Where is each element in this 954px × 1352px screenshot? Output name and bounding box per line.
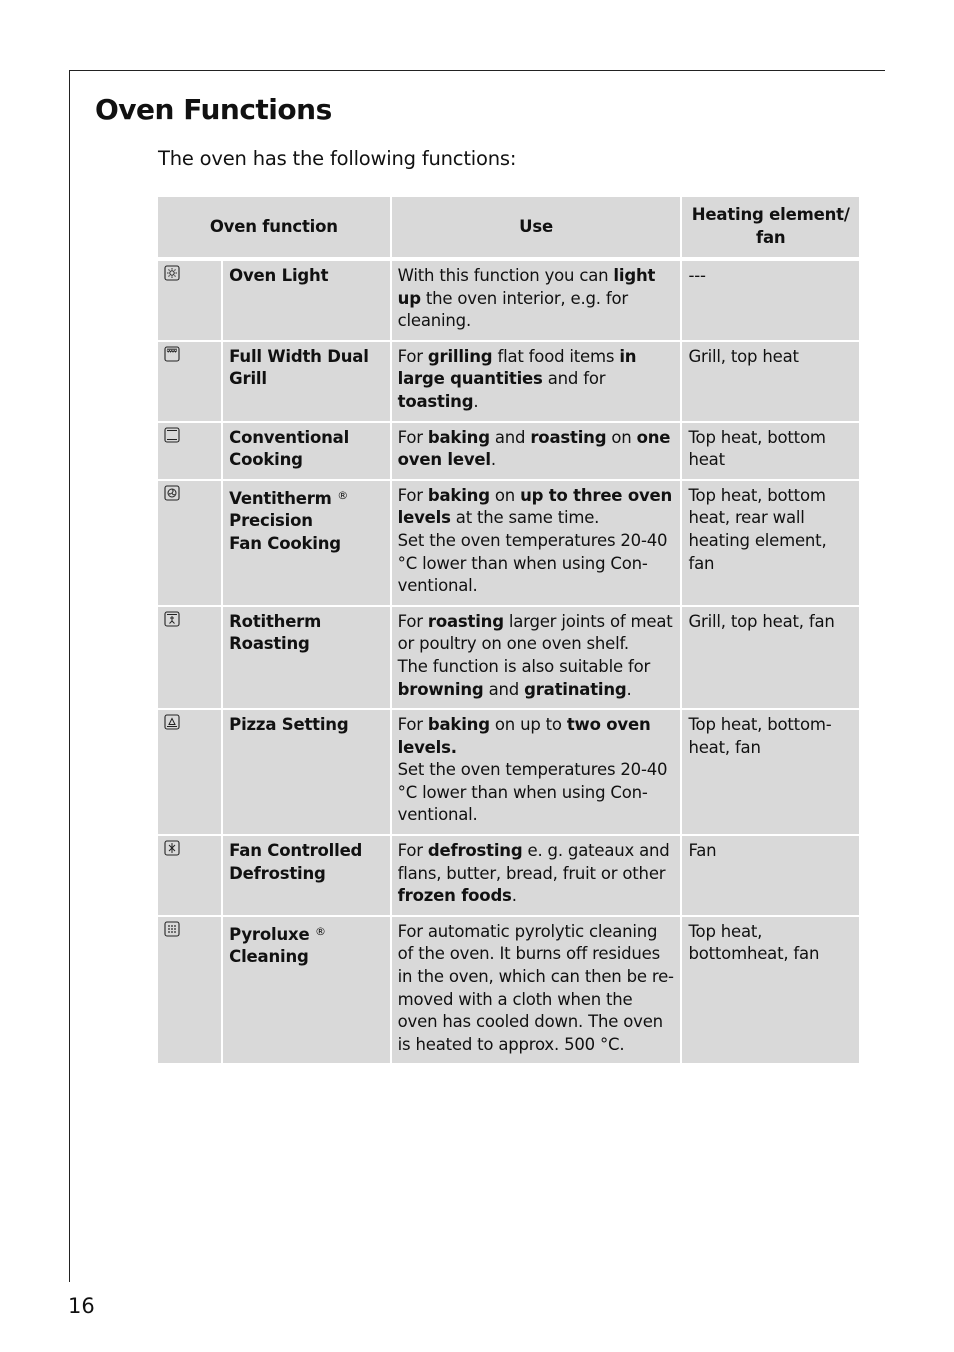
header-heating-element: Heating element/ fan bbox=[682, 197, 859, 257]
function-name-line: Oven Light bbox=[229, 266, 329, 285]
use-emphasis: one oven level bbox=[397, 427, 671, 470]
table-row bbox=[158, 917, 859, 1064]
function-name bbox=[223, 917, 389, 1064]
function-use bbox=[392, 481, 681, 605]
use-text: and for bbox=[542, 369, 606, 389]
header-oven-function: Oven function bbox=[158, 197, 390, 257]
use-text: Set the oven temperatures 20-40 °C lower than when using Con-ventional. bbox=[397, 530, 668, 596]
function-use bbox=[392, 261, 681, 340]
use-text: Set the oven temperatures 20-40 °C lower than when using Con-ventional. bbox=[397, 760, 668, 825]
use-text: e. g. gateaux and flans, butter, bread, fruit or other bbox=[397, 841, 670, 883]
use-text: For automatic pyrolytic cleaning of the oven. It burns off residues in the oven, which can then be re-moved with a cloth when the oven has cooled down. The oven is heated to approx. 500 °C. bbox=[397, 921, 674, 1054]
oven-light-icon bbox=[164, 265, 180, 281]
page-title: Oven Functions bbox=[95, 93, 332, 126]
function-name bbox=[223, 836, 389, 915]
use-text: For bbox=[397, 611, 428, 631]
pizza-setting-icon bbox=[164, 714, 180, 730]
table-row bbox=[158, 342, 859, 421]
function-icon-cell bbox=[158, 342, 221, 421]
function-name-line: Roasting bbox=[229, 634, 310, 654]
registered-mark: ® bbox=[337, 488, 349, 502]
function-name bbox=[223, 607, 389, 708]
use-text: the oven interior, e.g. for cleaning. bbox=[397, 288, 628, 331]
use-emphasis: two oven levels. bbox=[397, 715, 651, 757]
function-use bbox=[392, 607, 681, 708]
table-row bbox=[158, 710, 859, 834]
rotitherm-icon bbox=[164, 611, 180, 627]
use-text: on bbox=[489, 485, 521, 505]
registered-mark: ® bbox=[314, 924, 326, 938]
use-text: The function is also suitable for bbox=[397, 656, 651, 676]
function-use bbox=[392, 423, 681, 479]
use-text: For bbox=[397, 715, 428, 735]
heating-element: Grill, top heat, fan bbox=[682, 607, 859, 708]
use-emphasis: gratinating bbox=[524, 679, 627, 699]
use-emphasis: light up bbox=[397, 266, 656, 308]
use-emphasis: frozen foods bbox=[397, 886, 512, 906]
left-rule bbox=[69, 70, 70, 1282]
intro-text: The oven has the following functions: bbox=[158, 147, 517, 170]
function-name bbox=[223, 261, 389, 340]
function-icon-cell bbox=[158, 836, 221, 915]
table-row bbox=[158, 607, 859, 708]
function-name-line: Cleaning bbox=[229, 947, 309, 967]
pyroluxe-icon bbox=[164, 921, 180, 937]
use-text: For bbox=[397, 485, 428, 505]
use-emphasis: defrosting bbox=[427, 841, 523, 861]
use-emphasis: baking bbox=[427, 715, 490, 735]
fan-cooking-icon bbox=[164, 485, 180, 501]
function-name-line: Fan Controlled bbox=[229, 841, 363, 861]
use-text: For bbox=[397, 346, 428, 366]
use-emphasis: up to three oven levels bbox=[397, 485, 673, 528]
function-name-line: Conventional Cooking bbox=[229, 427, 350, 470]
function-icon-cell bbox=[158, 423, 221, 479]
function-icon-cell bbox=[158, 607, 221, 708]
use-text: and bbox=[489, 427, 531, 447]
function-name bbox=[223, 342, 389, 421]
function-name bbox=[223, 423, 389, 479]
use-emphasis: baking bbox=[427, 485, 490, 505]
use-emphasis: toasting bbox=[397, 391, 474, 411]
top-rule bbox=[69, 70, 885, 71]
use-emphasis: roasting bbox=[427, 611, 504, 631]
function-name-line: Pyroluxe bbox=[229, 924, 310, 944]
function-name bbox=[223, 481, 389, 605]
use-emphasis: browning bbox=[397, 679, 484, 699]
use-text: . bbox=[490, 450, 496, 470]
function-name-line: Rotitherm bbox=[229, 611, 322, 631]
use-text: . bbox=[473, 391, 479, 411]
function-icon-cell bbox=[158, 917, 221, 1064]
function-name-line: Ventitherm bbox=[229, 488, 332, 508]
table-row bbox=[158, 481, 859, 605]
use-text: For bbox=[397, 841, 428, 861]
header-use: Use bbox=[392, 197, 681, 257]
use-text: on bbox=[606, 427, 637, 447]
conventional-cooking-icon bbox=[164, 427, 180, 443]
function-use bbox=[392, 836, 681, 915]
function-name-line: Pizza Setting bbox=[229, 715, 349, 735]
table-header-row bbox=[158, 197, 859, 257]
defrost-icon bbox=[164, 840, 180, 856]
function-icon-cell bbox=[158, 481, 221, 605]
function-use bbox=[392, 710, 681, 834]
heating-element: Top heat, bottom heat, rear wall heating element, fan bbox=[682, 481, 859, 605]
full-width-grill-icon bbox=[164, 346, 180, 362]
function-name-line: Precision bbox=[229, 511, 313, 531]
oven-functions-table bbox=[156, 195, 861, 1065]
use-text: . bbox=[511, 886, 517, 906]
use-text: on up to bbox=[489, 715, 567, 735]
function-icon-cell bbox=[158, 261, 221, 340]
table-row bbox=[158, 261, 859, 340]
use-text: . bbox=[626, 679, 632, 699]
use-text: flat food items bbox=[492, 346, 620, 366]
heating-element: Grill, top heat bbox=[682, 342, 859, 421]
table-row bbox=[158, 423, 859, 479]
function-icon-cell bbox=[158, 710, 221, 834]
use-text: For bbox=[397, 427, 428, 447]
function-name-line: Full Width Dual Grill bbox=[229, 346, 369, 389]
use-text: at the same time. bbox=[450, 508, 600, 528]
function-name-line: Defrosting bbox=[229, 863, 326, 883]
function-name bbox=[223, 710, 389, 834]
heating-element: Fan bbox=[682, 836, 859, 915]
heating-element: Top heat, bottom-heat, fan bbox=[682, 710, 859, 834]
use-emphasis: baking bbox=[427, 427, 490, 447]
use-emphasis: grilling bbox=[427, 346, 493, 366]
heating-element: --- bbox=[682, 261, 859, 340]
use-emphasis: roasting bbox=[530, 427, 607, 447]
heating-element: Top heat, bottom heat bbox=[682, 423, 859, 479]
function-use bbox=[392, 342, 681, 421]
use-emphasis: in large quantities bbox=[397, 346, 637, 389]
page-number: 16 bbox=[68, 1294, 95, 1318]
use-text: and bbox=[483, 679, 525, 699]
heating-element: Top heat, bottomheat, fan bbox=[682, 917, 859, 1064]
use-text: larger joints of meat or poultry on one oven shelf. bbox=[397, 611, 673, 654]
use-text: With this function you can bbox=[397, 266, 614, 285]
table-row bbox=[158, 836, 859, 915]
function-use bbox=[392, 917, 681, 1064]
function-name-line: Fan Cooking bbox=[229, 533, 341, 553]
